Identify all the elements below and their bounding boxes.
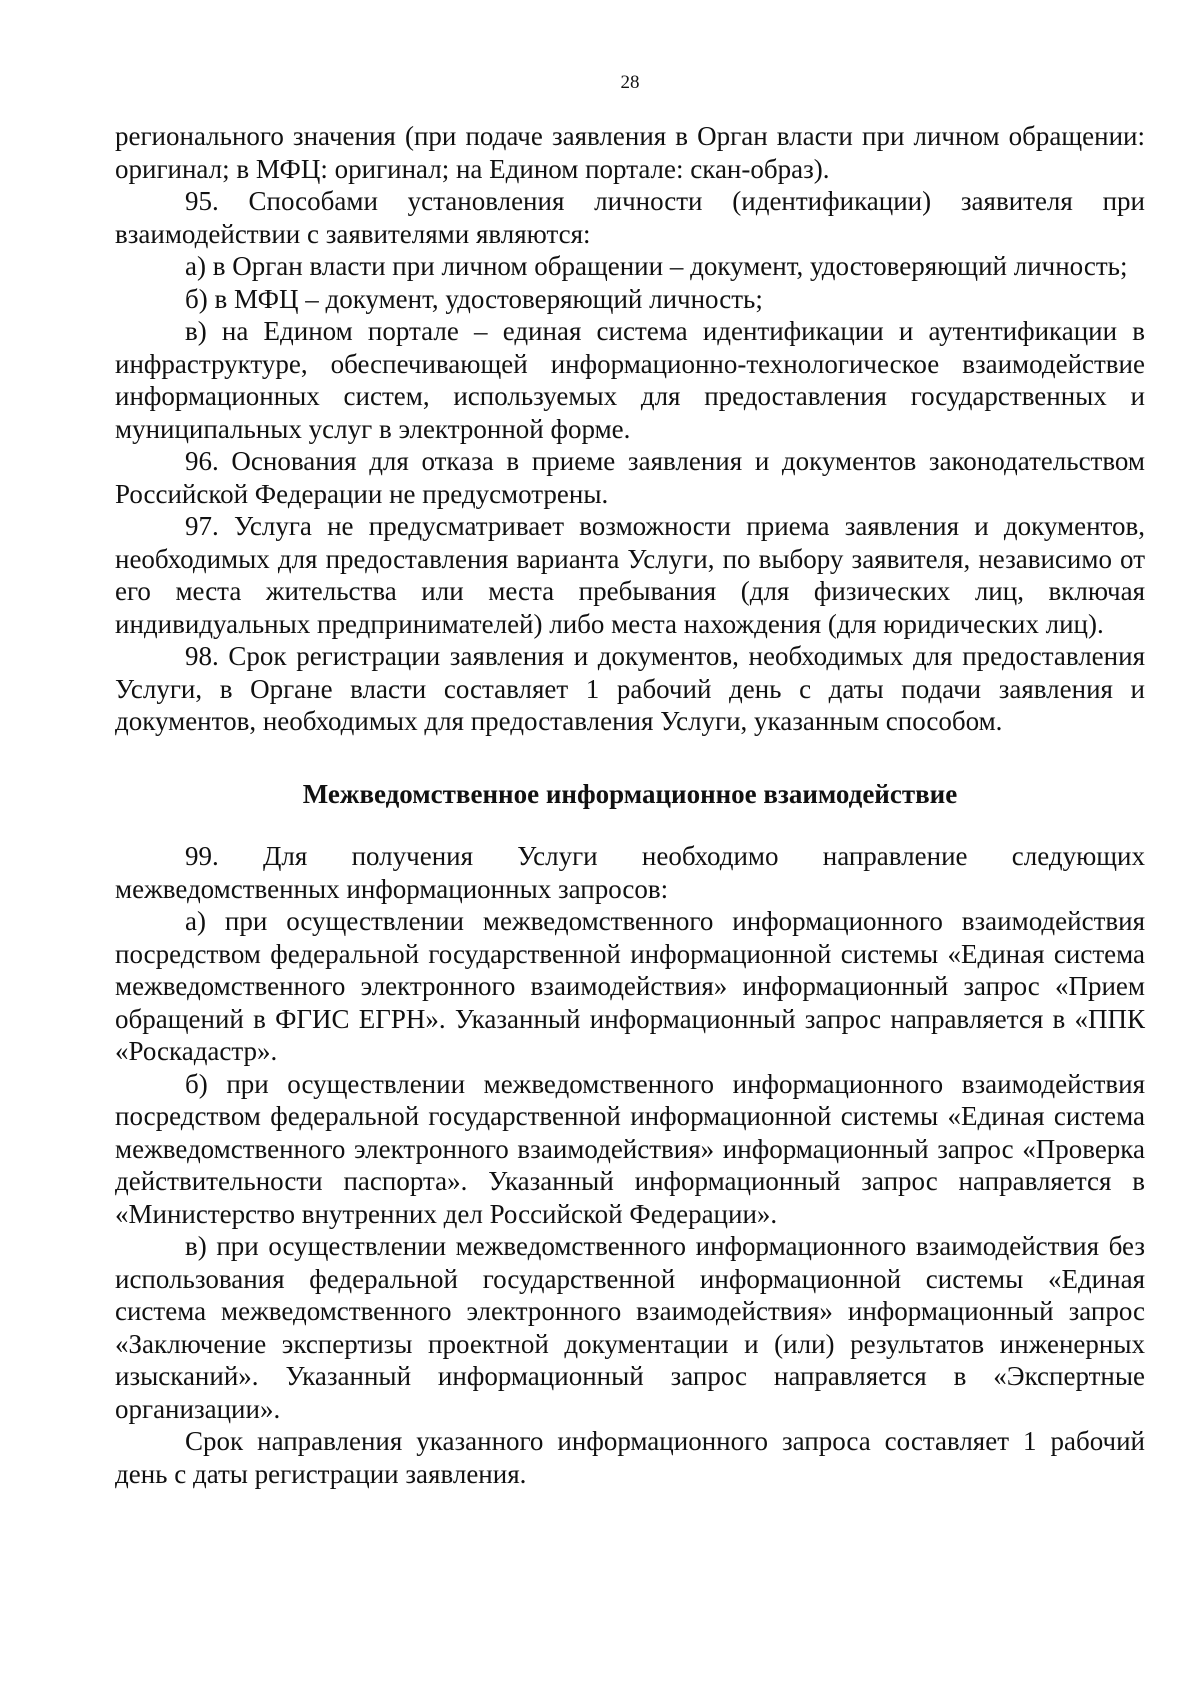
document-body: [115, 120, 1145, 1490]
paragraph-95-b: б) в МФЦ – документ, удостоверяющий личность;: [185, 283, 763, 314]
paragraph-95: 95. Способами установления личности (идентификации) заявителя при взаимодействии с заявителями являются:: [115, 186, 1145, 249]
paragraph-99: 99. Для получения Услуги необходимо направление следующих межведомственных информационных запросов:: [115, 841, 1145, 904]
section-heading: Межведомственное информационное взаимодействие: [302, 778, 958, 809]
paragraph-98: 98. Срок регистрации заявления и документов, необходимых для предоставления Услуги, в Органе власти составляет 1 рабочий день с даты подачи заявления и документов, необходимых для предоставления Услуги, указанным способом.: [115, 641, 1145, 736]
paragraph-continuation: регионального значения (при подаче заявления в Орган власти при личном обращении: оригинал; в МФЦ: оригинал; на Едином портале: скан-образ).: [115, 121, 1145, 184]
paragraph-97: 97. Услуга не предусматривает возможности приема заявления и документов, необходимых для предоставления варианта Услуги, по выбору заявителя, независимо от его места жительства или места пребывания (для физических лиц, включая индивидуальных предпринимателей) либо места нахождения (для юридических лиц).: [115, 511, 1145, 639]
paragraph-99-c: в) при осуществлении межведомственного информационного взаимодействия без использования федеральной государственной информационной системы «Единая система межведомственного электронного взаимодействия» информационный запрос «Заключение экспертизы проектной документации и (или) результатов инженерных изысканий». Указанный информационный запрос направляется в «Экспертные организации».: [115, 1231, 1145, 1424]
paragraph-96: 96. Основания для отказа в приеме заявления и документов законодательством Российской Федерации не предусмотрены.: [115, 446, 1145, 509]
paragraph-99-a: а) при осуществлении межведомственного информационного взаимодействия посредством федеральной государственной информационной системы «Единая система межведомственного электронного взаимодействия» информационный запрос «Прием обращений в ФГИС ЕГРН». Указанный информационный запрос направляется в «ППК «Роскадастр».: [115, 906, 1145, 1066]
page-number: 28: [620, 72, 640, 93]
paragraph-95-c: в) на Едином портале – единая система идентификации и аутентификации в инфраструктуре, обеспечивающей информационно-технологическое взаимодействие информационных систем, используемых для предоставления государственных и муниципальных услуг в электронной форме.: [115, 316, 1145, 444]
paragraph-deadline: Срок направления указанного информационного запроса составляет 1 рабочий день с даты регистрации заявления.: [115, 1426, 1145, 1489]
paragraph-95-a: а) в Орган власти при личном обращении – документ, удостоверяющий личность;: [185, 251, 1128, 281]
paragraph-99-b: б) при осуществлении межведомственного информационного взаимодействия посредством федеральной государственной информационной системы «Единая система межведомственного электронного взаимодействия» информационный запрос «Проверка действительности паспорта». Указанный информационный запрос направляется в «Министерство внутренних дел Российской Федерации».: [115, 1068, 1145, 1229]
